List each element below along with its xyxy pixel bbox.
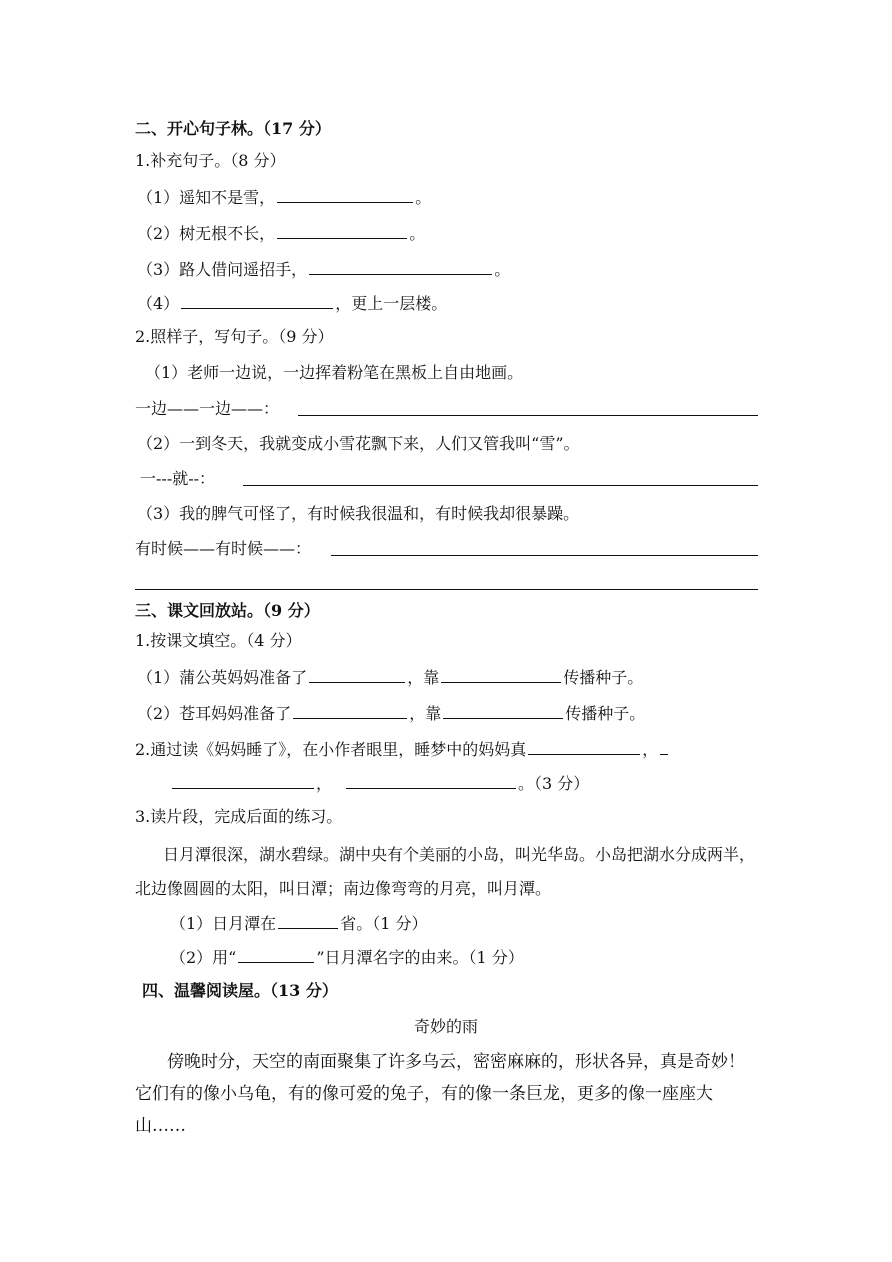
answer-blank[interactable] bbox=[277, 186, 413, 203]
question-3-3-2 bbox=[170, 946, 524, 969]
fill-line-text: （1）遥知不是雪， bbox=[137, 188, 276, 207]
question-text: ， bbox=[316, 774, 333, 793]
fill-line-text: ，更上一层楼。 bbox=[335, 294, 448, 313]
fill-line-3 bbox=[137, 258, 510, 281]
fill-line-2 bbox=[137, 222, 425, 245]
answer-blank[interactable] bbox=[181, 292, 333, 309]
answer-line[interactable] bbox=[243, 485, 758, 486]
fill-line-text: （4） bbox=[137, 294, 180, 313]
answer-line[interactable] bbox=[298, 415, 758, 416]
fill-line-text: （3）路人借问遥招手， bbox=[137, 260, 308, 279]
example-3: （3）我的脾气可怪了，有时候我很温和，有时候我却很暴躁。 bbox=[137, 504, 580, 523]
answer-blank[interactable] bbox=[172, 772, 314, 789]
question-text: （1）日月潭在 bbox=[170, 914, 277, 933]
question-3-2-cont bbox=[170, 772, 589, 795]
answer-blank[interactable] bbox=[278, 912, 338, 929]
fill-line-text: 传播种子。 bbox=[563, 668, 644, 687]
question-3-3: 3.读片段，完成后面的练习。 bbox=[135, 807, 343, 826]
question-3-3-1 bbox=[170, 912, 427, 935]
answer-blank[interactable] bbox=[309, 666, 405, 683]
example-2: （2）一到冬天，我就变成小雪花飘下来，人们又管我叫“雪”。 bbox=[137, 434, 580, 453]
answer-blank[interactable] bbox=[441, 666, 561, 683]
fill-line-text: 。 bbox=[415, 188, 432, 207]
question-text: 省。（1 分） bbox=[340, 914, 428, 933]
answer-line[interactable] bbox=[135, 589, 758, 590]
fill-line-text: （2）苍耳妈妈准备了 bbox=[137, 704, 292, 723]
question-text: ”日月潭名字的由来。（1 分） bbox=[316, 948, 524, 967]
answer-blank[interactable] bbox=[443, 702, 563, 719]
answer-blank[interactable] bbox=[293, 702, 407, 719]
example-3-label: 有时候——有时候——： bbox=[135, 539, 312, 558]
question-text: ， bbox=[642, 740, 659, 759]
answer-blank[interactable] bbox=[277, 222, 407, 239]
fill-line-text: （2）树无根不长， bbox=[137, 224, 276, 243]
fill-line-text: 。 bbox=[494, 260, 511, 279]
section-2-title: 二、开心句子林。（17 分） bbox=[135, 119, 331, 138]
answer-blank[interactable] bbox=[346, 772, 516, 789]
answer-blank[interactable] bbox=[528, 738, 640, 755]
answer-blank[interactable] bbox=[238, 946, 314, 963]
question-text: 2.通过读《妈妈睡了》，在小作者眼里，睡梦中的妈妈真 bbox=[135, 740, 527, 759]
question-3-1: 1.按课文填空。（4 分） bbox=[135, 631, 302, 650]
fill-line-4 bbox=[137, 292, 447, 315]
question-text: 。（3 分） bbox=[518, 774, 590, 793]
reading-passage: 日月潭很深，湖水碧绿。湖中央有个美丽的小岛，叫光华岛。小岛把湖水分成两半，北边像圆圆的太阳，叫日潭；南边像弯弯的月亮，叫月潭。 bbox=[135, 845, 756, 898]
fill-line-text: ，靠 bbox=[409, 704, 442, 723]
answer-line[interactable] bbox=[331, 555, 758, 556]
question-text: （2）用“ bbox=[170, 948, 237, 967]
question-2-1: 1.补充句子。（8 分） bbox=[135, 151, 286, 170]
fill-line-text: 。 bbox=[409, 224, 426, 243]
example-1: （1）老师一边说，一边挥着粉笔在黑板上自由地画。 bbox=[145, 363, 524, 382]
question-2-2: 2.照样子，写句子。（9 分） bbox=[135, 327, 334, 346]
story-title: 奇妙的雨 bbox=[413, 1017, 478, 1036]
section-4-title: 四、温馨阅读屋。（13 分） bbox=[142, 981, 338, 1000]
story-text: 傍晚时分，天空的南面聚集了许多乌云，密密麻麻的，形状各异，真是奇妙！它们有的像小乌龟，有的像可爱的兔子，有的像一条巨龙，更多的像一座座大山…… bbox=[135, 1052, 745, 1136]
fill-line-text: 传播种子。 bbox=[565, 704, 646, 723]
section-3-title: 三、课文回放站。（9 分） bbox=[135, 601, 320, 620]
fill-line-1 bbox=[137, 186, 431, 209]
answer-blank[interactable] bbox=[309, 258, 492, 275]
fill-line-text: （1）蒲公英妈妈准备了 bbox=[137, 668, 308, 687]
question-3-2 bbox=[135, 738, 670, 761]
example-1-label: 一边——一边——： bbox=[135, 399, 280, 418]
answer-blank[interactable] bbox=[660, 738, 668, 755]
fill-line-5 bbox=[137, 666, 643, 689]
fill-line-text: ，靠 bbox=[407, 668, 440, 687]
fill-line-6 bbox=[137, 702, 645, 725]
example-2-label: 一---就--： bbox=[140, 469, 216, 488]
